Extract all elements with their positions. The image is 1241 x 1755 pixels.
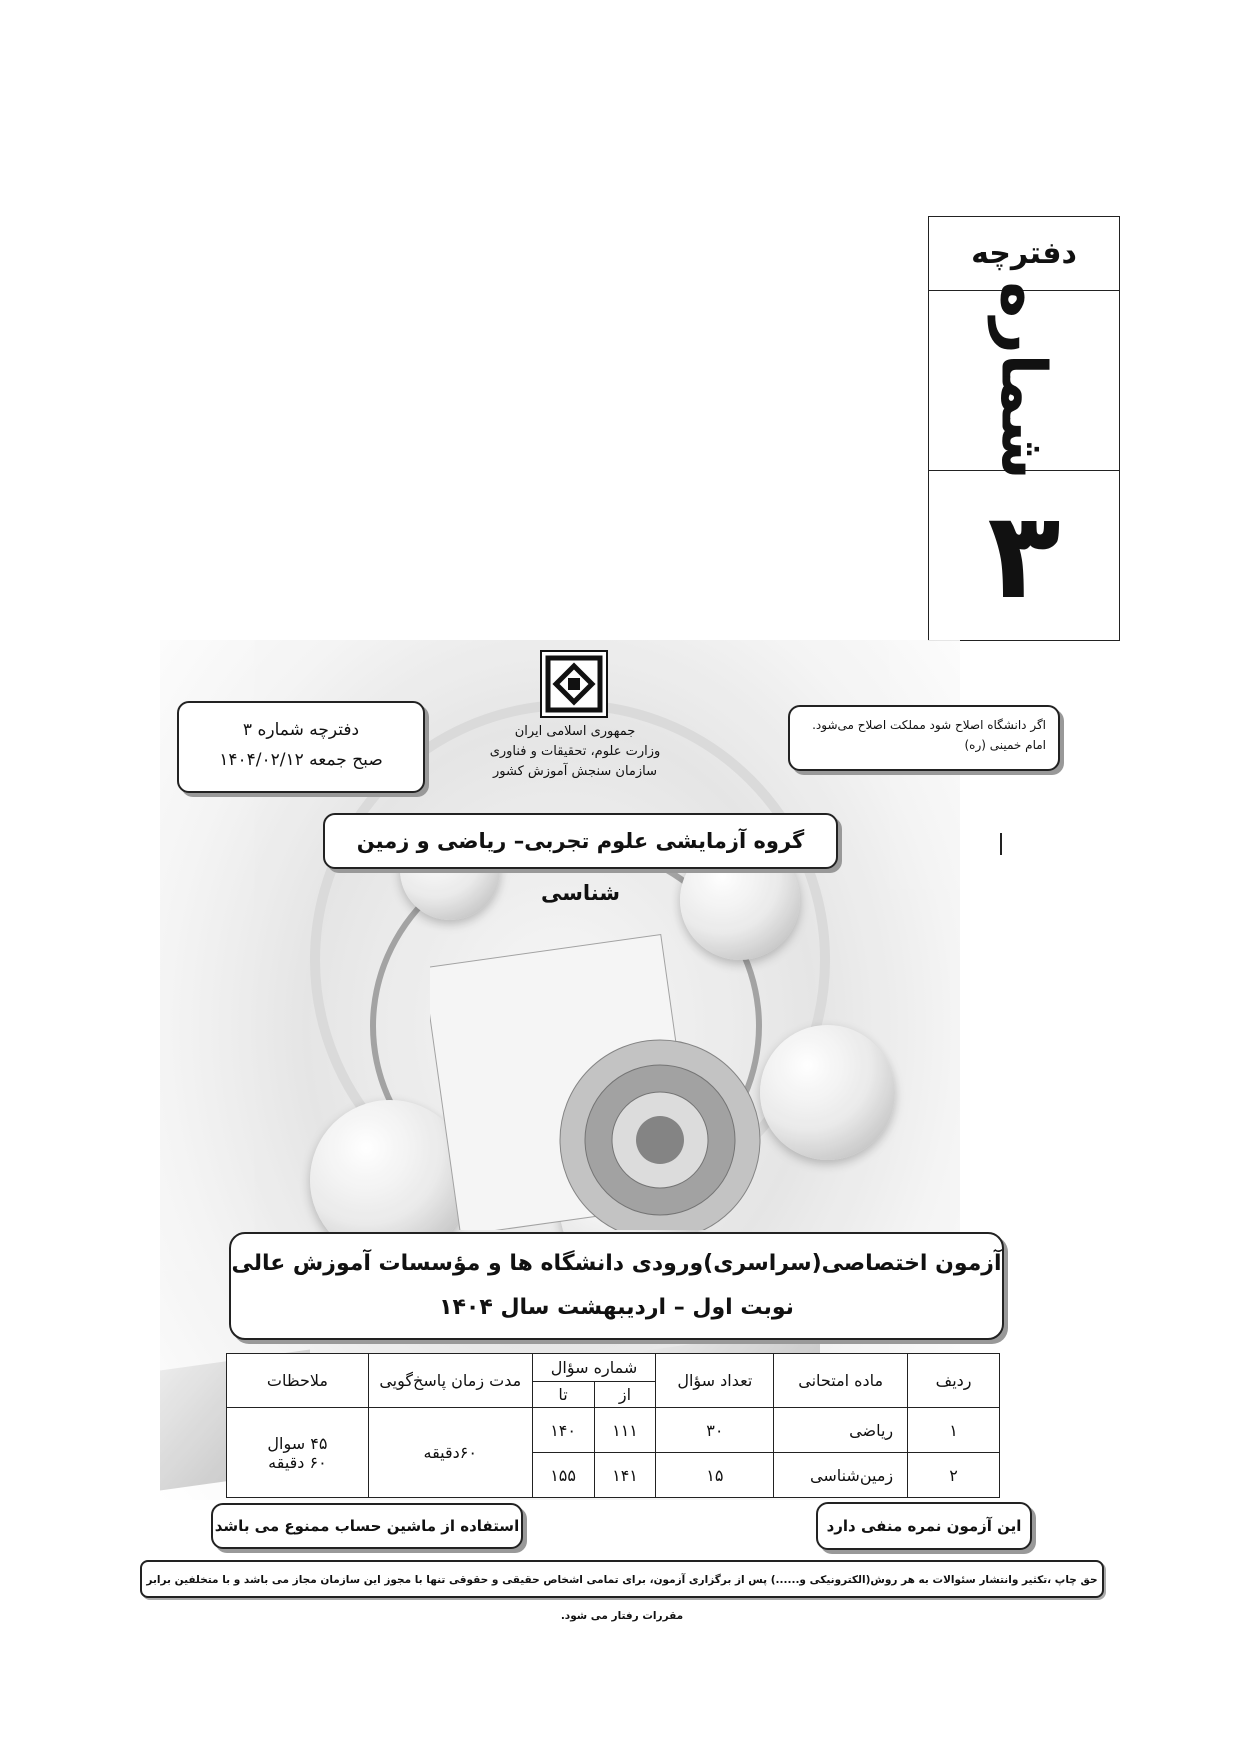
quote-text: اگر دانشگاه اصلاح شود مملکت اصلاح می‌شود. xyxy=(812,718,1046,732)
booklet-info-date: صبح جمعه ۱۴۰۴/۰۲/۱۲ xyxy=(219,750,383,770)
row-question-count: ۱۵ xyxy=(656,1453,774,1498)
row-number: ۱ xyxy=(908,1408,1000,1453)
booklet-info-number: دفترچه شماره ۳ xyxy=(242,720,360,740)
row-number: ۲ xyxy=(908,1453,1000,1498)
header-notes: ملاحظات xyxy=(227,1354,369,1408)
booklet-info-box xyxy=(177,701,425,793)
sanjesh-logo-icon xyxy=(540,650,608,718)
copyright-notice: حق چاپ ،تکثیر وانتشار سئوالات به هر روش(الکترونیکی و......) پس از برگزاری آزمون، برای تمامی اشخاص حقیقی و حقوقی تنها با مجوز این سازمان مجاز می باشد و با متخلفین برابر مقررات رفتار می شود. xyxy=(140,1560,1104,1598)
booklet-box-title: دفترچه xyxy=(929,217,1119,291)
exam-title-line1: آزمون اختصاصی(سراسری)ورودی دانشگاه ها و مؤسسات آموزش عالی xyxy=(231,1251,1002,1276)
header-question-count: تعداد سؤال xyxy=(656,1354,774,1408)
row-from: ۱۴۱ xyxy=(594,1453,656,1498)
row-to: ۱۴۰ xyxy=(532,1408,594,1453)
org-line-ministry: وزارت علوم، تحقیقات و فناوری xyxy=(489,744,661,759)
negative-marking-notice: این آزمون نمره منفی دارد xyxy=(816,1502,1032,1550)
booklet-box-word xyxy=(929,280,1119,480)
header-question-number: شماره سؤال xyxy=(532,1354,656,1382)
exam-subjects-table xyxy=(226,1353,1000,1498)
header-from: از xyxy=(594,1382,656,1408)
quote-box xyxy=(788,705,1060,771)
row-to: ۱۵۵ xyxy=(532,1453,594,1498)
booklet-box-word-text: شماره xyxy=(987,280,1061,480)
quote-author: امام خمینی (ره) xyxy=(964,738,1046,752)
header-to: تا xyxy=(532,1382,594,1408)
side-mark xyxy=(1000,833,1002,855)
table-row xyxy=(227,1408,1000,1453)
row-question-count: ۳۰ xyxy=(656,1408,774,1453)
notes-question-count: ۴۵ سوال xyxy=(267,1433,328,1453)
org-line-organization: سازمان سنجش آموزش کشور xyxy=(493,764,657,779)
booklet-number-box xyxy=(928,216,1120,641)
exam-group-box: گروه آزمایشی علوم تجربی– ریاضی و زمین شناسی xyxy=(323,813,838,869)
header-row-number: ردیف xyxy=(908,1354,1000,1408)
header-subject: ماده امتحانی xyxy=(774,1354,908,1408)
booklet-box-number: ۳ xyxy=(987,486,1061,626)
exam-title-box xyxy=(229,1232,1004,1340)
row-notes xyxy=(227,1408,369,1498)
calculator-prohibited-notice: استفاده از ماشین حساب ممنوع می باشد xyxy=(211,1503,523,1549)
org-line-republic: جمهوری اسلامی ایران xyxy=(514,724,636,739)
organization-header xyxy=(470,722,680,782)
notes-duration: ۶۰ دقیقه xyxy=(268,1452,327,1472)
header-duration: مدت زمان پاسخ‌گویی xyxy=(368,1354,532,1408)
row-subject: زمین‌شناسی xyxy=(774,1453,908,1498)
row-subject: ریاضی xyxy=(774,1408,908,1453)
exam-title-line2: نوبت اول – اردیبهشت سال ۱۴۰۴ xyxy=(439,1295,794,1320)
row-duration: ۶۰دقیقه xyxy=(368,1408,532,1498)
earth-layers-illustration xyxy=(430,930,810,1230)
row-from: ۱۱۱ xyxy=(594,1408,656,1453)
